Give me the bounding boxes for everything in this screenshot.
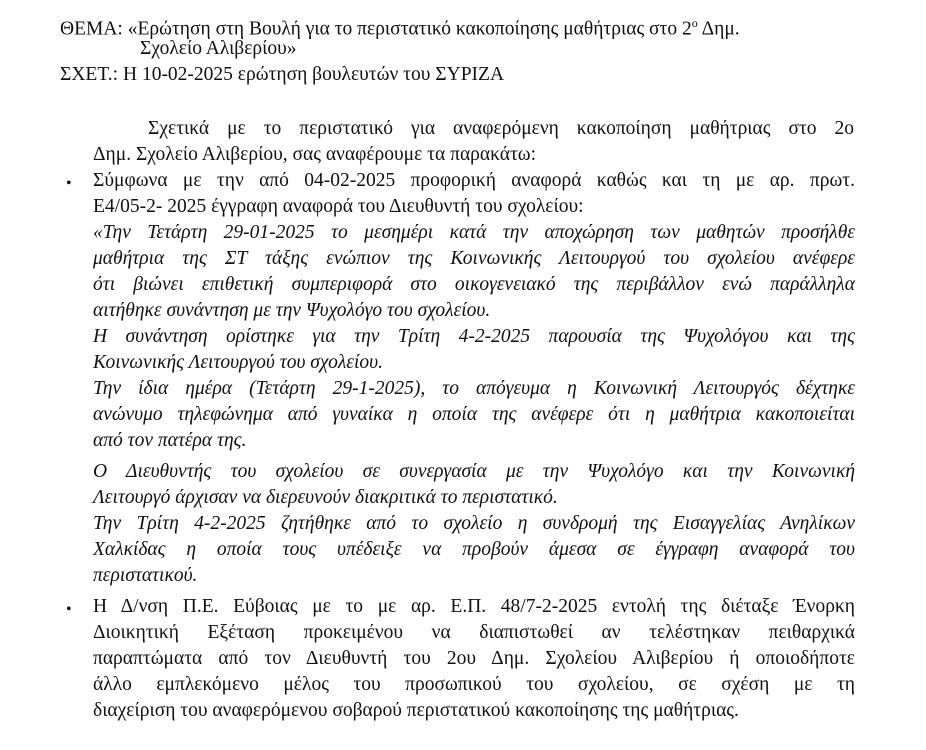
bullet-2-marker: • <box>66 601 72 618</box>
bullet-2-line-2: Διοικητική Εξέταση προκειμένου να διαπιστωθεί αν τελέστηκαν πειθαρχικά <box>93 622 855 643</box>
quote-line-7: Την ίδια ημέρα (Τετάρτη 29-1-2025), το απόγευμα η Κοινωνική Λειτουργός δέχτηκε <box>93 378 855 399</box>
bullet-1-marker: • <box>66 175 72 192</box>
quote-line-8: ανώνυμο τηλεφώνημα από γυναίκα η οποία της ανέφερε ότι η μαθήτρια κακοποιείται <box>93 404 855 425</box>
quote-line-4: αιτήθηκε συνάντηση με την Ψυχολόγο του σχολείου. <box>93 300 491 321</box>
bullet-2-line-5: διαχείριση του αναφερόμενου σοβαρού περιστατικού κακοποίησης της μαθήτριας. <box>93 700 739 721</box>
quote-line-6: Κοινωνικής Λειτουργού του σχολείου. <box>93 352 383 373</box>
subject-line-2: Σχολείο Αλιβερίου» <box>140 38 297 59</box>
quote-line-11: Λειτουργό άρχισαν να διερευνούν διακριτικά το περιστατικό. <box>93 487 558 508</box>
quote-line-13: Χαλκίδας η οποία τους υπέδειξε να προβούν άμεσα σε έγγραφη αναφορά του <box>93 539 855 560</box>
quote-line-1: «Την Τετάρτη 29-01-2025 το μεσημέρι κατά την αποχώρηση των μαθητών προσήλθε <box>93 222 855 243</box>
reference-label: ΣΧΕΤ.: <box>60 64 119 85</box>
bullet-1-line-2: Ε4/05-2- 2025 έγγραφη αναφορά του Διευθυντή του σχολείου: <box>93 196 584 217</box>
intro-line-2: Δημ. Σχολείο Αλιβερίου, σας αναφέρουμε τα παρακάτω: <box>93 144 537 165</box>
subject-text: «Ερώτηση στη Βουλή για το περιστατικό κακοποίησης μαθήτριας στο 2 <box>127 18 692 40</box>
quote-line-2: μαθήτρια της ΣΤ τάξης ενώπιον της Κοινωνικής Λειτουργού του σχολείου ανέφερε <box>93 248 855 269</box>
subject-text-end: Δημ. <box>697 18 740 40</box>
bullet-2-line-4: άλλο εμπλεκόμενο μέλος του προσωπικού του σχολείου, σε σχέση με τη <box>93 674 855 695</box>
quote-line-10: Ο Διευθυντής του σχολείου σε συνεργασία με την Ψυχολόγο και την Κοινωνική <box>93 461 855 482</box>
subject-label: ΘΕΜΑ: <box>60 18 123 40</box>
quote-line-3: ότι βιώνει επιθετική συμπεριφορά στο οικογενειακό της περιβάλλον ενώ παράλληλα <box>93 274 855 295</box>
quote-line-12: Την Τρίτη 4-2-2025 ζητήθηκε από το σχολείο η συνδρομή της Εισαγγελίας Ανηλίκων <box>93 513 855 534</box>
bullet-2-line-1: Η Δ/νση Π.Ε. Εύβοιας με το με αρ. Ε.Π. 48/7-2-2025 εντολή της διέταξε Ένορκη <box>93 596 855 617</box>
quote-line-14: περιστατικού. <box>93 565 198 586</box>
intro-line-1: Σχετικά με το περιστατικό για αναφερόμενη κακοποίηση μαθήτριας στο 2ο <box>148 118 854 139</box>
bullet-2-line-3: παραπτώματα από τον Διευθυντή του 2ου Δημ. Σχολείου Αλιβερίου ή οποιοδήποτε <box>93 648 855 669</box>
quote-line-9: από τον πατέρα της. <box>93 430 247 451</box>
reference-text: Η 10-02-2025 ερώτηση βουλευτών του ΣΥΡΙΖΑ <box>122 64 505 85</box>
bullet-1-line-1: Σύμφωνα με την από 04-02-2025 προφορική αναφορά καθώς και τη με αρ. πρωτ. <box>93 170 855 191</box>
reference-line <box>60 62 504 88</box>
subject-superscript: ο <box>691 16 698 30</box>
quote-line-5: Η συνάντηση ορίστηκε για την Τρίτη 4-2-2025 παρουσία της Ψυχολόγου και της <box>93 326 855 347</box>
